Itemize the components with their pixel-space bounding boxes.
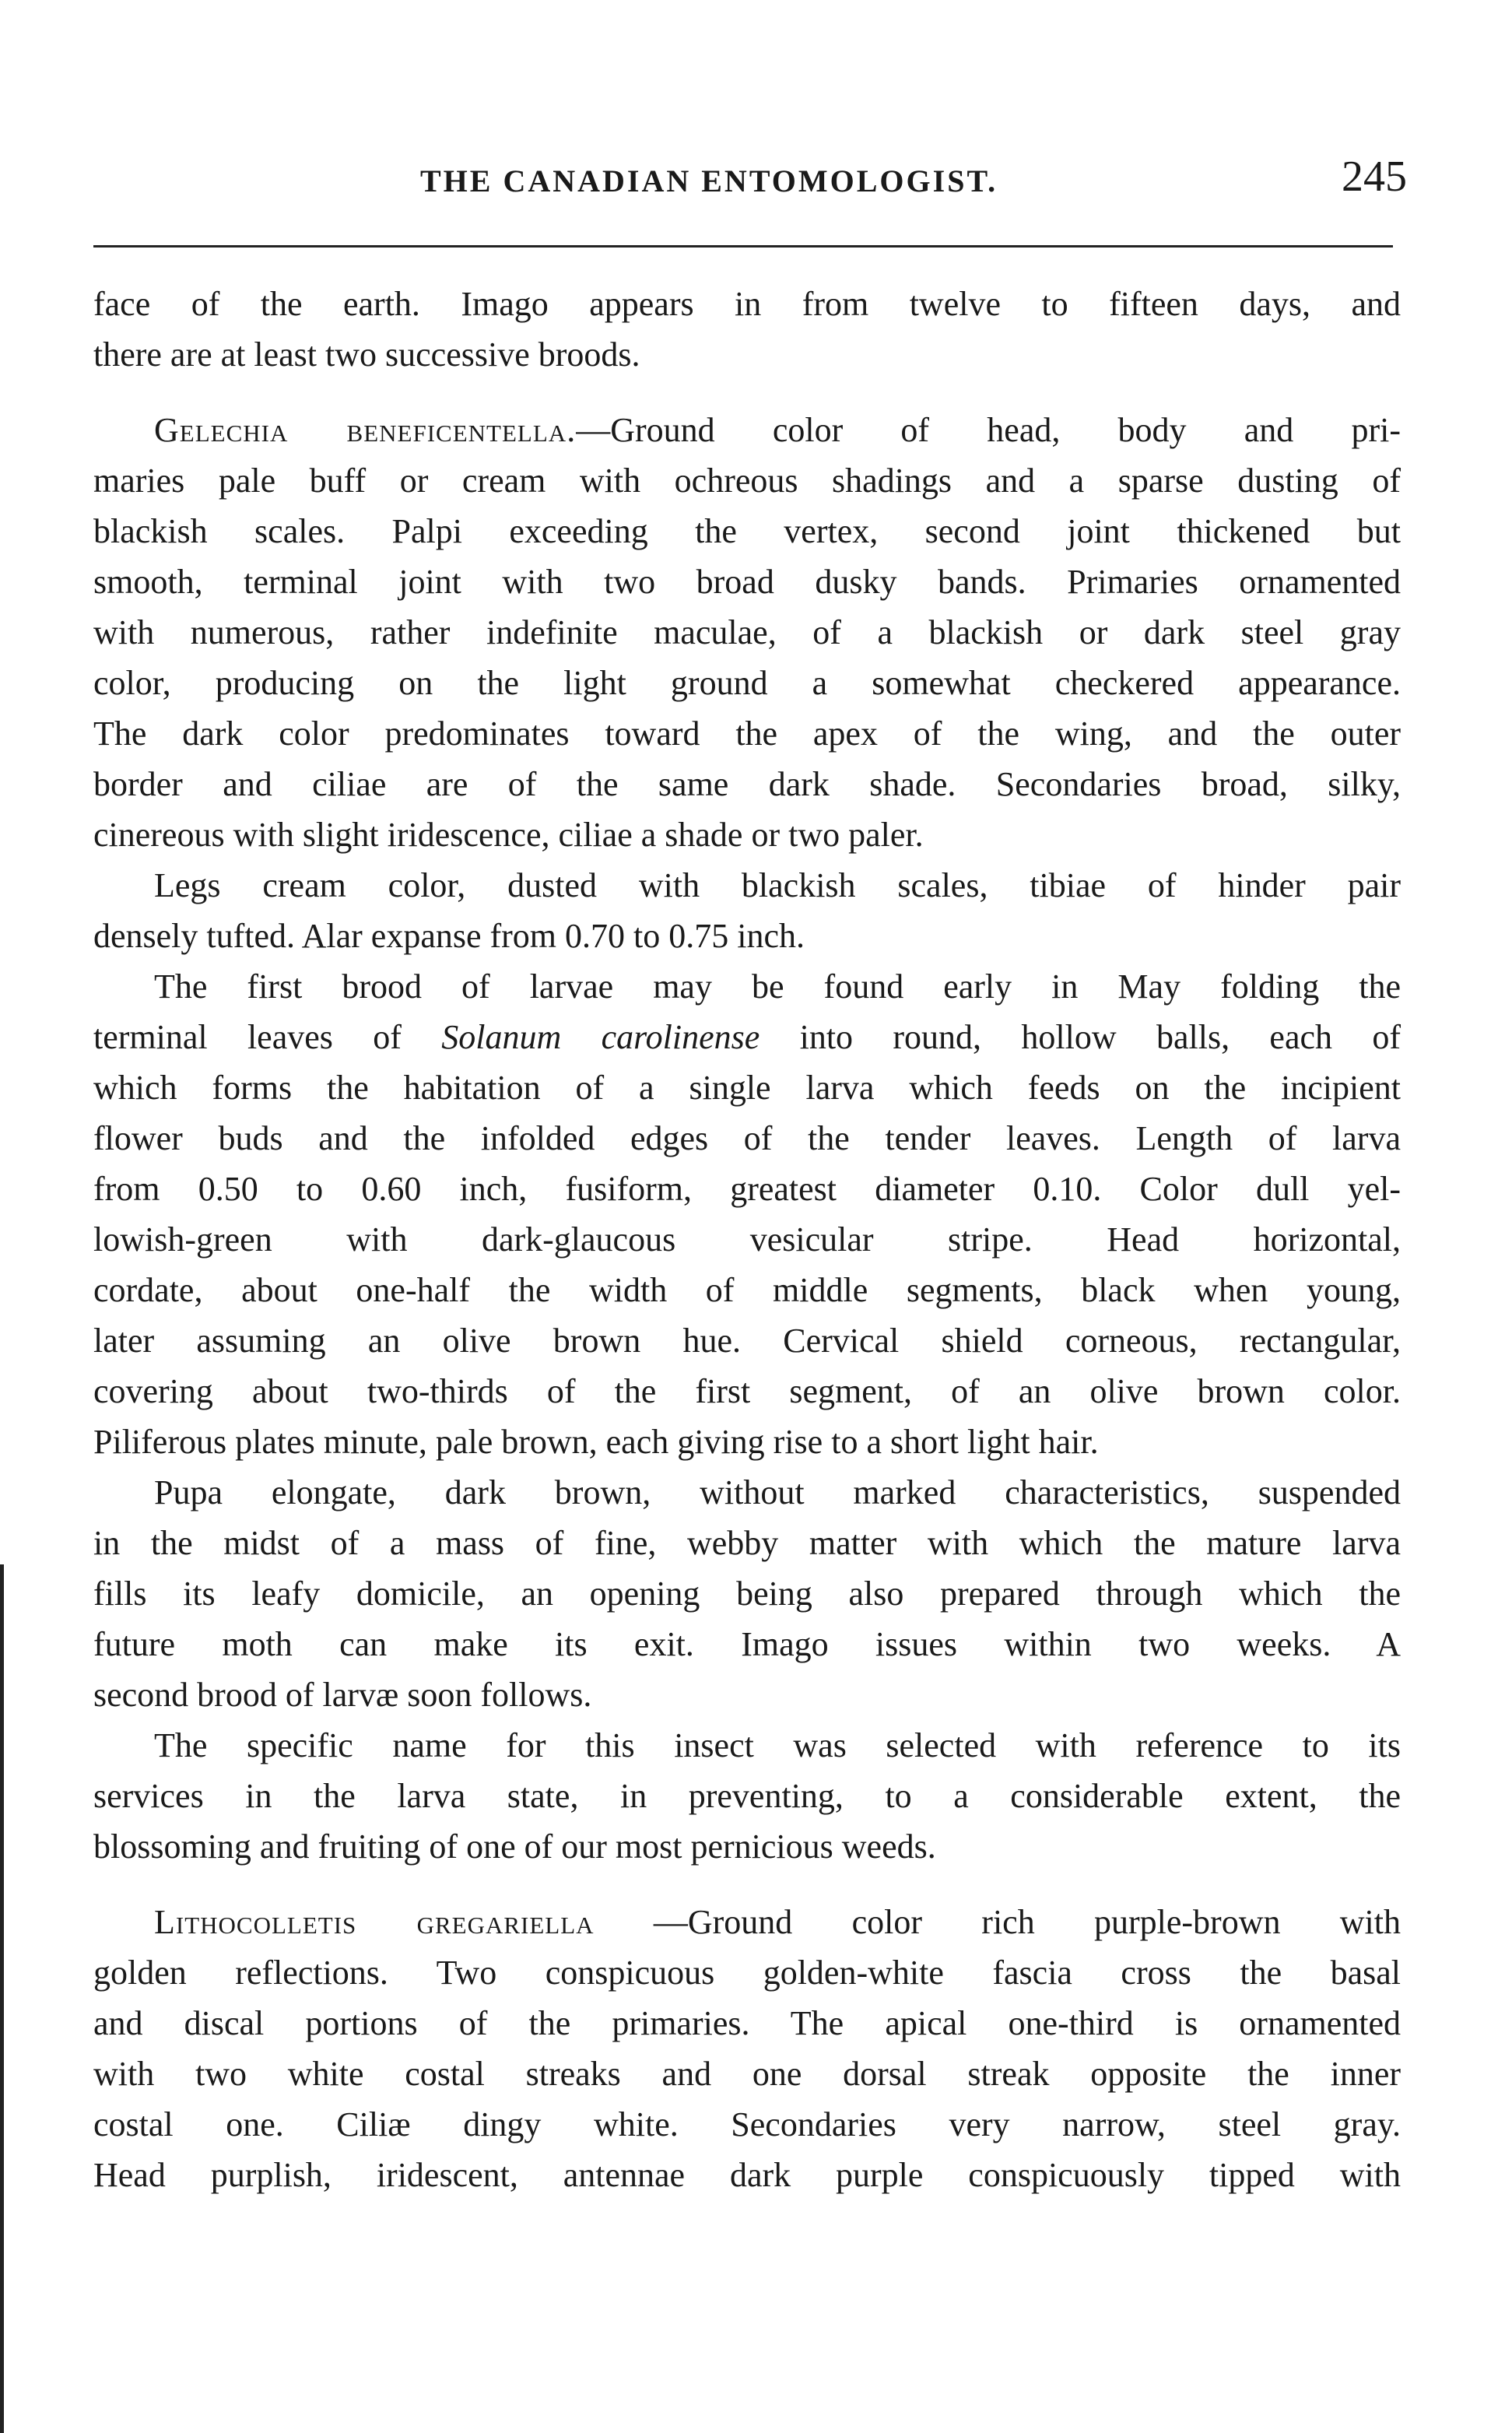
paragraph-continuation: [93, 279, 1401, 380]
text-line: maries pale buff or cream with ochreous shadings and a sparse dusting of: [93, 462, 1401, 500]
text-fragment: —Ground color of head, body and pri-: [576, 411, 1401, 449]
text-line: face of the earth. Imago appears in from twelve to fifteen days, and: [93, 285, 1401, 323]
text-line: with two white costal streaks and one dorsal streak opposite the inner: [93, 2055, 1401, 2093]
plant-name: Solanum carolinense: [441, 1018, 760, 1056]
text-line: in the midst of a mass of fine, webby matter with which the mature larva: [93, 1524, 1401, 1562]
species-heading-gelechia: Gelechia beneficentella.: [154, 411, 577, 449]
text-line: lowish-green with dark-glaucous vesicular stripe. Head horizontal,: [93, 1220, 1401, 1259]
text-line: The specific name for this insect was selected with reference to its: [154, 1726, 1401, 1764]
text-line: and discal portions of the primaries. The apical one-third is ornamented: [93, 2004, 1401, 2042]
header-rule: [93, 245, 1393, 248]
text-line: fills its leafy domicile, an opening being also prepared through which the: [93, 1575, 1401, 1613]
text-line: The first brood of larvae may be found early in May folding the: [154, 967, 1401, 1006]
text-line: with numerous, rather indefinite maculae, of a blackish or dark steel gray: [93, 613, 1401, 651]
text-fragment: into round, hollow balls, each of: [760, 1018, 1401, 1056]
page-edge-shadow: [0, 1564, 4, 2433]
text-line: Legs cream color, dusted with blackish scales, tibiae of hinder pair: [154, 866, 1401, 904]
text-line: densely tufted. Alar expanse from 0.70 to 0.75 inch.: [93, 917, 805, 955]
running-title: THE CANADIAN ENTOMOLOGIST.: [420, 163, 998, 198]
text-line: cordate, about one-half the width of middle segments, black when young,: [93, 1271, 1401, 1309]
text-line: services in the larva state, in preventing, to a considerable extent, the: [93, 1777, 1401, 1815]
text-line: which forms the habitation of a single larva which feeds on the incipient: [93, 1069, 1401, 1107]
text-line: smooth, terminal joint with two broad dusky bands. Primaries ornamented: [93, 563, 1401, 601]
paragraph-larvae: [93, 961, 1401, 1467]
paragraph-legs: [93, 860, 1401, 961]
text-line: covering about two-thirds of the first segment, of an olive brown color.: [93, 1372, 1401, 1410]
text-line: there are at least two successive broods.: [93, 335, 640, 374]
text-line: blossoming and fruiting of one of our most pernicious weeds.: [93, 1827, 936, 1866]
text-line: Pupa elongate, dark brown, without marked characteristics, suspended: [154, 1473, 1401, 1511]
text-line: flower buds and the infolded edges of the tender leaves. Length of larva: [93, 1119, 1401, 1157]
paragraph-gelechia: [93, 405, 1401, 860]
paragraph-pupa: [93, 1467, 1401, 1720]
species-heading-lithocolletis: Lithocolletis gregariella: [154, 1903, 595, 1941]
text-line: The dark color predominates toward the apex of the wing, and the outer: [93, 714, 1401, 753]
text-line: Head purplish, iridescent, antennae dark purple conspicuously tipped with: [93, 2156, 1401, 2194]
text-line: golden reflections. Two conspicuous golden-white fascia cross the basal: [93, 1954, 1401, 1992]
paragraph-lithocolletis: [93, 1897, 1401, 2200]
text-line: [93, 405, 1401, 455]
text-line: costal one. Ciliæ dingy white. Secondaries very narrow, steel gray.: [93, 2105, 1401, 2143]
text-line: future moth can make its exit. Imago issues within two weeks. A: [93, 1625, 1401, 1663]
page-number: 245: [1342, 153, 1407, 201]
text-line: color, producing on the light ground a somewhat checkered appearance.: [93, 664, 1401, 702]
text-line: cinereous with slight iridescence, ciliae a shade or two paler.: [93, 816, 924, 854]
page-header: [93, 152, 1409, 201]
text-line: blackish scales. Palpi exceeding the vertex, second joint thickened but: [93, 512, 1401, 550]
text-line: [93, 1012, 1401, 1062]
text-line: second brood of larvæ soon follows.: [93, 1676, 592, 1714]
body-text: [93, 279, 1401, 2200]
text-fragment: terminal leaves of: [93, 1018, 442, 1056]
text-fragment: —Ground color rich purple-brown with: [594, 1903, 1401, 1941]
text-line: from 0.50 to 0.60 inch, fusiform, greatest diameter 0.10. Color dull yel-: [93, 1170, 1401, 1208]
text-line: Piliferous plates minute, pale brown, each giving rise to a short light hair.: [93, 1423, 1099, 1461]
paragraph-specific-name: [93, 1720, 1401, 1872]
text-line: later assuming an olive brown hue. Cervical shield corneous, rectangular,: [93, 1322, 1401, 1360]
text-line: [93, 1897, 1401, 1947]
text-line: border and ciliae are of the same dark shade. Secondaries broad, silky,: [93, 765, 1401, 803]
